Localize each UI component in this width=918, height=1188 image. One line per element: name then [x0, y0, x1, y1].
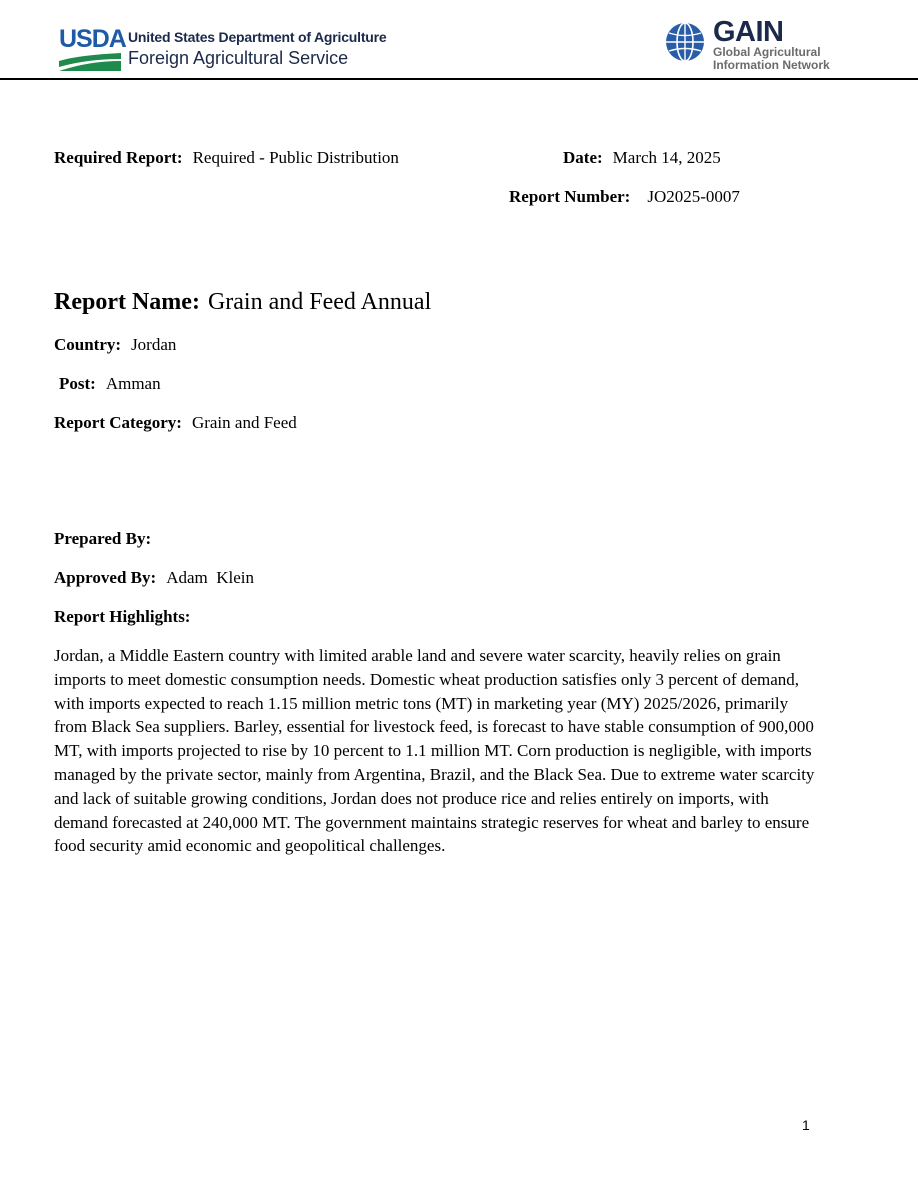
post-value: Amman	[105, 374, 161, 393]
usda-logo	[59, 25, 126, 72]
report-highlights-heading	[54, 607, 190, 627]
gain-logo	[713, 18, 830, 72]
prepared-by-label: Prepared By:	[54, 529, 152, 548]
date-value: March 14, 2025	[612, 148, 721, 167]
country-field	[54, 335, 176, 355]
page-header	[0, 0, 918, 80]
agency-block	[128, 29, 387, 69]
required-report-field	[54, 148, 399, 168]
post-label: Post:	[59, 374, 96, 393]
post-field	[59, 374, 161, 394]
report-highlights-label: Report Highlights:	[54, 607, 191, 626]
report-number-label: Report Number:	[509, 187, 631, 206]
required-report-value: Required - Public Distribution	[192, 148, 399, 167]
required-report-label: Required Report:	[54, 148, 183, 167]
gain-globe-icon	[664, 21, 706, 63]
report-name-label: Report Name:	[54, 289, 200, 315]
header-divider	[0, 78, 918, 80]
date-label: Date:	[563, 148, 603, 167]
date-field	[563, 148, 721, 168]
report-category-value: Grain and Feed	[191, 413, 297, 432]
usda-swoosh-icon	[59, 53, 121, 71]
prepared-by-field	[54, 529, 151, 549]
approved-by-value: Adam Klein	[166, 568, 255, 587]
approved-by-label: Approved By:	[54, 568, 157, 587]
report-number-value: JO2025-0007	[647, 187, 740, 206]
report-highlights-text: Jordan, a Middle Eastern country with limited arable land and severe water scarcity, heavily relies on grain imports to meet domestic consumption needs. Domestic wheat production satisfies only 3 percent of demand, with imports expected to reach 1.15 million metric tons (MT) in marketing year (MY) 2025/2026, primarily from Black Sea suppliers. Barley, essential for livestock feed, is forecast to have stable consumption of 900,000 MT, with imports projected to rise by 10 percent to 1.1 million MT. Corn production is negligible, with imports managed by the private sector, mainly from Argentina, Brazil, and the Black Sea. Due to extreme water scarcity and lack of suitable growing conditions, Jordan does not produce rice and relies entirely on imports, with demand forecasted at 240,000 MT. The government maintains strategic reserves for wheat and barley to ensure food security amid economic and geopolitical challenges.	[54, 646, 815, 856]
report-name-field	[54, 288, 431, 316]
agency-name: Foreign Agricultural Service	[128, 48, 349, 68]
report-category-label: Report Category:	[54, 413, 182, 432]
country-value: Jordan	[131, 335, 177, 354]
gain-title: GAIN	[713, 16, 784, 48]
approved-by-field	[54, 568, 254, 588]
gain-subtitle-2: Information Network	[713, 58, 830, 72]
gain-subtitle-1: Global Agricultural	[713, 45, 821, 59]
usda-logo-text: USDA	[59, 25, 126, 53]
report-number-field	[509, 187, 740, 207]
page-number: 1	[802, 1117, 810, 1133]
report-name-value: Grain and Feed Annual	[207, 289, 432, 315]
report-category-field	[54, 413, 297, 433]
department-name: United States Department of Agriculture	[128, 29, 387, 45]
country-label: Country:	[54, 335, 122, 354]
